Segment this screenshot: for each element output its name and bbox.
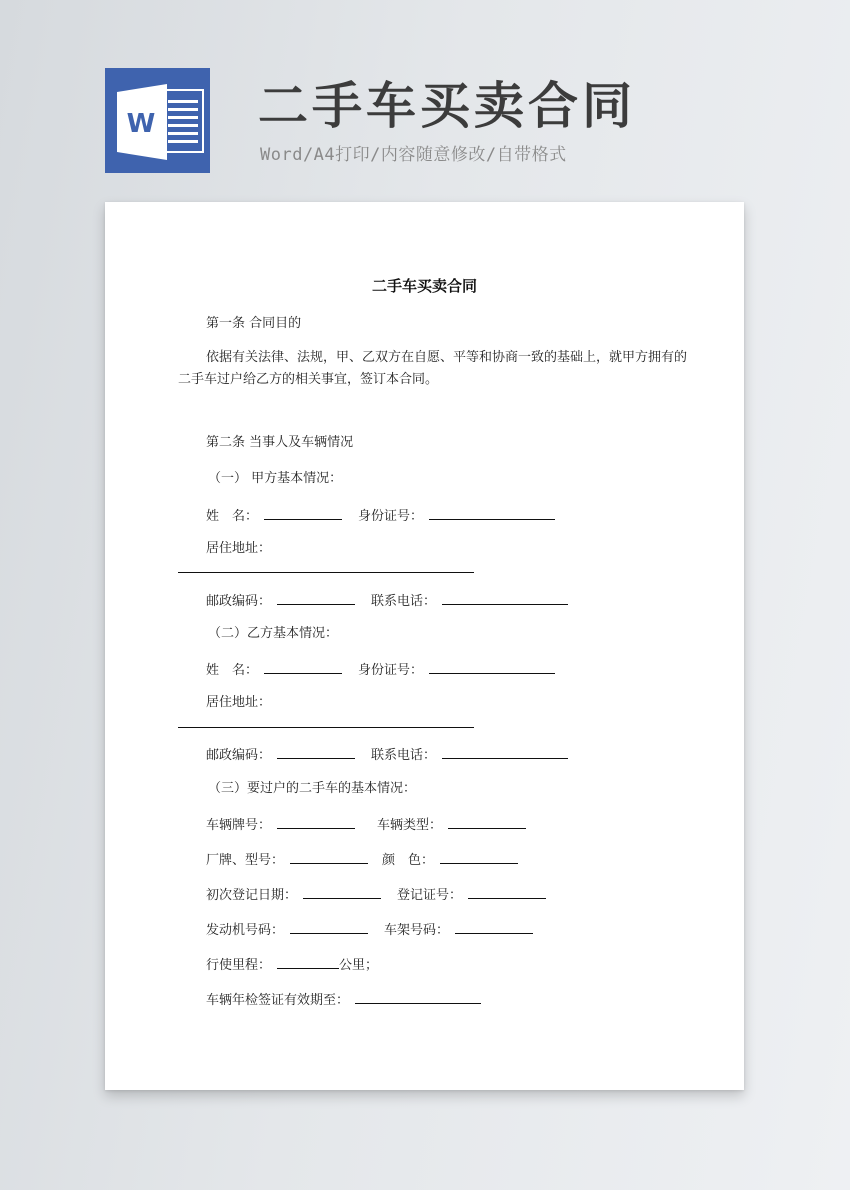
engine-label: 发动机号码： (206, 923, 285, 938)
registration-cert-field[interactable] (468, 885, 546, 899)
postcode-label: 邮政编码： (206, 748, 272, 763)
party-a-contact-row (206, 591, 574, 611)
party-b-address-label: 居住地址： (206, 695, 272, 710)
article2-heading: 第二条 当事人及车辆情况 (206, 435, 354, 450)
word-document-icon (105, 68, 210, 173)
party-a-address-label: 居住地址： (206, 541, 272, 556)
party-a-phone-field[interactable] (442, 591, 568, 605)
postcode-label: 邮政编码： (206, 594, 272, 609)
frame-label: 车架号码： (384, 923, 450, 938)
header-subtitle: Word/A4打印/内容随意修改/自带格式 (260, 145, 567, 165)
article1-heading: 第一条 合同目的 (206, 316, 302, 331)
frame-field[interactable] (455, 920, 533, 934)
plate-field[interactable] (277, 815, 355, 829)
party-b-name-field[interactable] (264, 660, 342, 674)
party-b-id-field[interactable] (429, 660, 555, 674)
vehicle-inspection-row (206, 990, 487, 1010)
party-b-name-row (206, 660, 561, 680)
vehicle-heading: （三）要过户的二手车的基本情况： (208, 781, 417, 796)
party-b-address-field[interactable] (178, 727, 474, 728)
vehicle-registration-row (206, 885, 552, 905)
plate-label: 车辆牌号： (206, 818, 272, 833)
id-label: 身份证号： (358, 663, 424, 678)
party-b-postcode-field[interactable] (277, 745, 355, 759)
party-a-postcode-field[interactable] (277, 591, 355, 605)
type-label: 车辆类型： (377, 818, 443, 833)
inspection-field[interactable] (355, 990, 481, 1004)
color-label: 颜 色： (382, 853, 435, 868)
party-a-name-row (206, 506, 561, 526)
brand-field[interactable] (290, 850, 368, 864)
party-a-name-field[interactable] (264, 506, 342, 520)
word-app-icon (105, 68, 210, 173)
party-b-contact-row (206, 745, 574, 765)
inspection-label: 车辆年检签证有效期至： (206, 993, 350, 1008)
party-a-id-field[interactable] (429, 506, 555, 520)
mileage-label: 行使里程： (206, 958, 272, 973)
vehicle-brand-row (206, 850, 524, 870)
phone-label: 联系电话： (371, 748, 437, 763)
color-field[interactable] (440, 850, 518, 864)
party-a-address-field[interactable] (178, 572, 474, 573)
vehicle-mileage-row (206, 955, 378, 975)
name-label: 姓 名： (206, 509, 259, 524)
first-registration-field[interactable] (303, 885, 381, 899)
first-registration-label: 初次登记日期： (206, 888, 298, 903)
header-title: 二手车买卖合同 (258, 77, 636, 135)
type-field[interactable] (448, 815, 526, 829)
registration-cert-label: 登记证号： (397, 888, 463, 903)
svg-text:W: W (126, 109, 156, 139)
id-label: 身份证号： (358, 509, 424, 524)
mileage-unit: 公里； (339, 958, 379, 973)
phone-label: 联系电话： (371, 594, 437, 609)
vehicle-plate-row (206, 815, 532, 835)
article1-body: 依据有关法律、法规，甲、乙双方在自愿、平等和协商一致的基础上，就甲方拥有的二手车过户给乙方的相关事宜，签订本合同。 (178, 350, 688, 387)
engine-field[interactable] (290, 920, 368, 934)
brand-label: 厂牌、型号： (206, 853, 285, 868)
mileage-field[interactable] (277, 955, 339, 969)
party-b-phone-field[interactable] (442, 745, 568, 759)
document-page (105, 202, 744, 1090)
vehicle-engine-row (206, 920, 539, 940)
name-label: 姓 名： (206, 663, 259, 678)
party-b-heading: （二）乙方基本情况： (208, 626, 339, 641)
party-a-heading: （一） 甲方基本情况： (208, 471, 343, 486)
document-title: 二手车买卖合同 (371, 277, 477, 295)
